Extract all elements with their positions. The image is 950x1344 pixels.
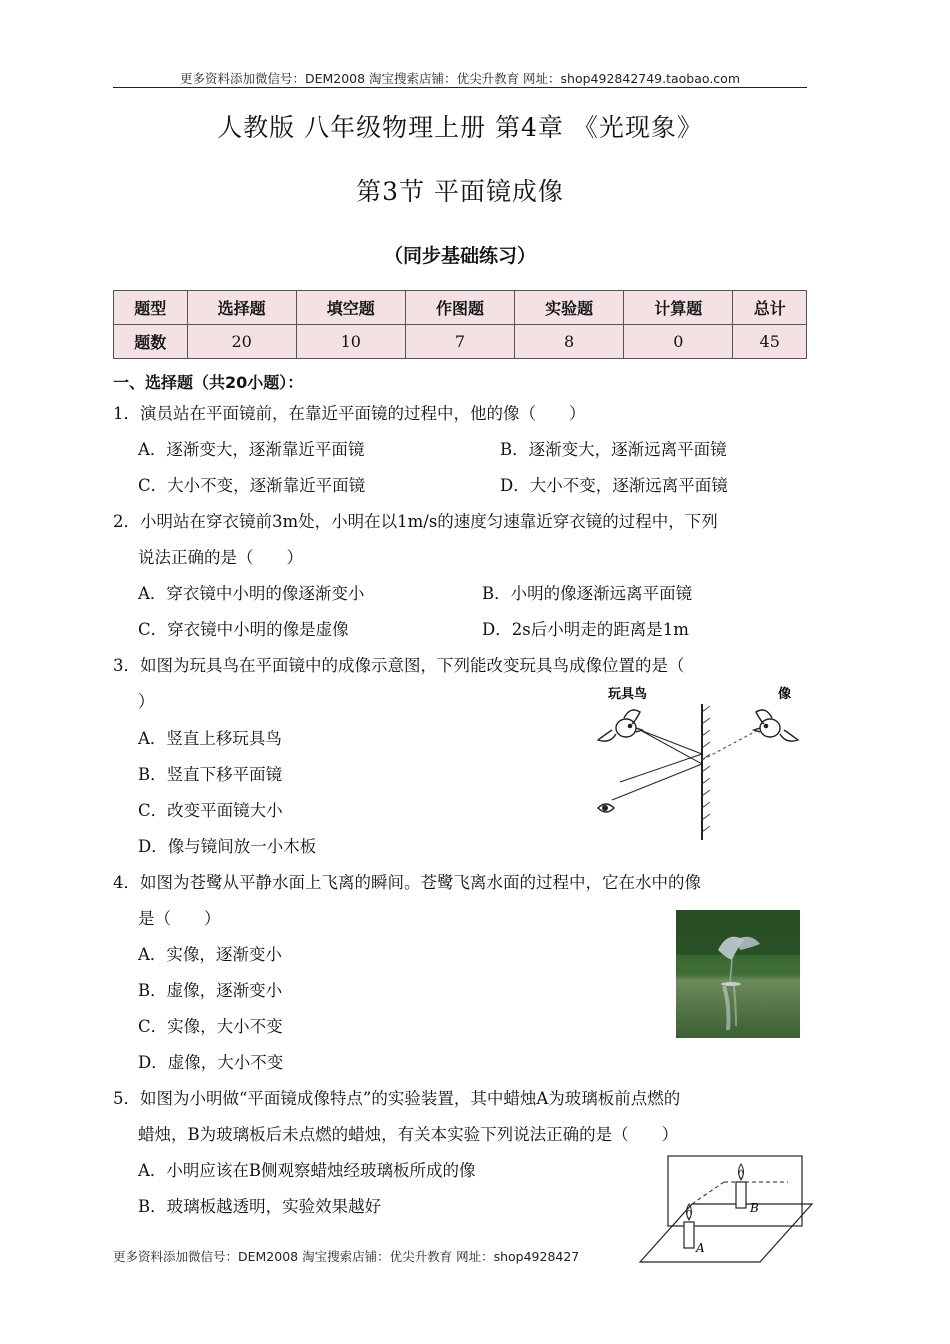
question-4-stem: 4．如图为苍鹭从平静水面上飞离的瞬间。苍鹭飞离水面的过程中，它在水中的像 — [113, 873, 701, 892]
table-row — [114, 325, 807, 359]
question-2-option-a: A．穿衣镜中小明的像逐渐变小 — [138, 584, 365, 603]
table-cell: 7 — [405, 325, 514, 359]
question-5-option-a: A．小明应该在B侧观察蜡烛经玻璃板所成的像 — [138, 1161, 476, 1180]
toy-bird-icon — [598, 710, 642, 741]
question-4-option-d: D．虚像，大小不变 — [138, 1053, 284, 1072]
header-note: 更多资料添加微信号：DEM2008 淘宝搜索店铺：优尖升教育 网址：shop492842749.taobao.com — [179, 71, 741, 86]
question-3-option-b: B．竖直下移平面镜 — [138, 765, 283, 784]
table-cell: 20 — [187, 325, 296, 359]
heron-photo — [676, 910, 800, 1038]
bird-image-icon — [754, 710, 798, 741]
table-header-cell: 计算题 — [624, 291, 733, 325]
question-5-stem: 5．如图为小明做“平面镜成像特点”的实验装置，其中蜡烛A为玻璃板前点燃的 — [113, 1089, 681, 1108]
header-divider — [113, 87, 807, 88]
figure-label-a: A — [696, 1241, 705, 1255]
page-title: 人教版 八年级物理上册 第4章 《光现象》 — [217, 113, 703, 142]
question-3-option-d: D．像与镜间放一小木板 — [138, 837, 317, 856]
question-3-stem: 3．如图为玩具鸟在平面镜中的成像示意图，下列能改变玩具鸟成像位置的是（ — [113, 656, 685, 675]
question-5-option-b: B．玻璃板越透明，实验效果越好 — [138, 1197, 382, 1216]
table-header-cell: 作图题 — [405, 291, 514, 325]
table-cell: 45 — [733, 325, 807, 359]
figure-label-b: B — [750, 1201, 759, 1215]
question-3-option-c: C．改变平面镜大小 — [138, 801, 283, 820]
question-5-stem-cont: 蜡烛，B为玻璃板后未点燃的蜡烛，有关本实验下列说法正确的是（ ） — [138, 1125, 679, 1144]
table-cell: 10 — [296, 325, 405, 359]
question-count-table — [113, 290, 807, 359]
question-1-option-a: A．逐渐变大，逐渐靠近平面镜 — [138, 440, 365, 459]
table-header-cell: 填空题 — [296, 291, 405, 325]
table-header-cell: 总计 — [733, 291, 807, 325]
question-2-option-c: C．穿衣镜中小明的像是虚像 — [138, 620, 349, 639]
question-1-option-b: B．逐渐变大，逐渐远离平面镜 — [500, 440, 727, 459]
figure-label-toy-bird: 玩具鸟 — [608, 687, 648, 702]
eye-icon — [598, 804, 614, 812]
question-2-stem-cont: 说法正确的是（ ） — [138, 548, 303, 567]
question-4-option-b: B．虚像，逐渐变小 — [138, 981, 283, 1000]
table-header-row — [114, 291, 807, 325]
table-header-cell: 题型 — [114, 291, 188, 325]
question-4-option-a: A．实像，逐渐变小 — [138, 945, 282, 964]
question-2-option-d: D．2s后小明走的距离是1m — [482, 620, 689, 639]
table-cell: 8 — [515, 325, 624, 359]
table-cell: 0 — [624, 325, 733, 359]
table-row-label: 题数 — [114, 325, 188, 359]
question-1-option-d: D．大小不变，逐渐远离平面镜 — [500, 476, 728, 495]
question-3-option-a: A．竖直上移玩具鸟 — [138, 729, 282, 748]
table-header-cell: 实验题 — [515, 291, 624, 325]
candle-b-icon — [736, 1164, 746, 1208]
section-subtitle: 第3节 平面镜成像 — [356, 177, 564, 206]
question-1-stem: 1．演员站在平面镜前，在靠近平面镜的过程中，他的像（ ） — [113, 404, 586, 423]
question-4-option-c: C．实像，大小不变 — [138, 1017, 283, 1036]
question-2-stem: 2．小明站在穿衣镜前3m处，小明在以1m/s的速度匀速靠近穿衣镜的过程中，下列 — [113, 512, 718, 531]
table-header-cell: 选择题 — [187, 291, 296, 325]
toy-bird-mirror-figure — [590, 682, 808, 842]
figure-label-image: 像 — [778, 687, 792, 702]
footer-note: 更多资料添加微信号：DEM2008 淘宝搜索店铺：优尖升教育 网址：shop4928427 — [113, 1249, 580, 1264]
candle-glass-figure — [636, 1154, 816, 1264]
question-4-stem-cont: 是（ ） — [138, 909, 221, 928]
practice-label: （同步基础练习） — [383, 245, 536, 267]
section-title: 一、选择题（共20小题）： — [113, 373, 304, 392]
question-3-stem-cont: ） — [138, 692, 155, 711]
question-1-option-c: C．大小不变，逐渐靠近平面镜 — [138, 476, 366, 495]
question-2-option-b: B．小明的像逐渐远离平面镜 — [482, 584, 693, 603]
